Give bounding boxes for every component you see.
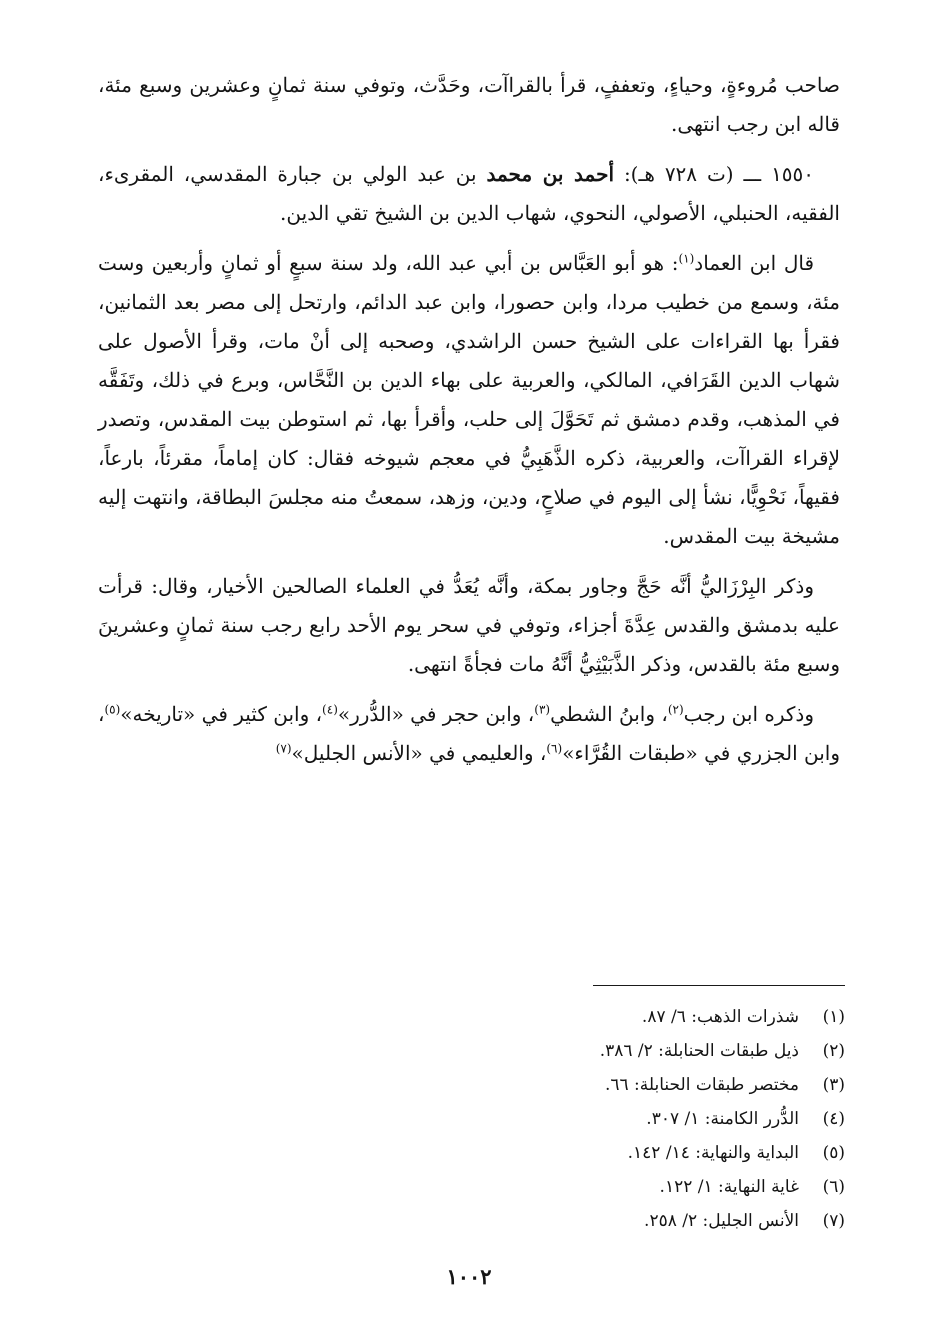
footnote-text: الأنس الجليل: ٢/ ٢٥٨. [644,1211,799,1231]
ibn-imad-lead: قال ابن العماد [694,251,815,275]
footnote-5 [345,1136,845,1170]
footnote-ref-3: (٣) [534,702,551,717]
paragraph-continuation: صاحب مُروءةٍ، وحياءٍ، وتعففٍ، قرأ بالقراآت، وحَدَّث، وتوفي سنة ثمانٍ وعشرين وسبع مئة، قاله ابن رجب انتهى. [98,73,840,136]
footnote-6 [345,1170,845,1204]
ibn-imad-text: : هو أبو العَبَّاس بن أبي عبد الله، ولد سنة سبعٍ أو ثمانٍ وأربعين وست مئة، وسمع من خطيب مردا، وابن حصورا، وابن عبد الدائم، وارتحل إلى مصر بعد الثمانين، فقرأ بها القراءات على الشيخ حسن الراشدي، وصحبه إلى أنْ مات، وقرأ الأصول على شهاب الدين القَرَافي، المالكي، والعربية على بهاء الدين بن النَّحَّاس، وبرع في ذلك، وتَفَقَّه في المذهب، وقدم دمشق ثم تَحَوَّلَ إلى حلب، وأقرأ بها، ثم استوطن بيت المقدس، وتصدر لإقراء القراآت، والعربية، ذكره الذَّهَبِيُّ في معجم شيوخه فقال: كان إماماً، مقرئاً، بارعاً، فقيهاً، نَحْوِيًّا، نشأ إلى اليوم في صلاحٍ، ودين، وزهد، سمعتُ منه مجلسَ البطاقة، وانتهت إليه مشيخة بيت المقدس. [98,251,840,548]
footnote-text: الدُّرر الكامنة: ١/ ٣٠٧. [646,1109,799,1129]
ref-ibn-kathir: ، وابن كثير في «تاريخه» [120,702,323,726]
footnote-number: (١) [822,1007,845,1027]
footnote-4 [345,1102,845,1136]
footnote-ref-6: (٦) [546,741,563,756]
page-number: ١٠٠٢ [446,1264,492,1289]
footnote-7 [345,1204,845,1238]
footnote-ref-4: (٤) [322,702,338,717]
footnote-number: (٦) [822,1177,845,1197]
ibn-imad-paragraph [98,244,840,556]
ref-ibn-rajab: وذكره ابن رجب [683,702,814,726]
footnote-ref-1: (١) [678,251,695,266]
footnote-number: (٥) [822,1143,845,1163]
ref-ibn-jazari: ، وابن الجزري في «طبقات القُرَّاء» [98,702,840,765]
footnote-text: البداية والنهاية: ١٤/ ١٤٢. [627,1143,799,1163]
footnote-ref-7: (٧) [275,741,292,756]
entry-paragraph [98,155,840,233]
footnote-number: (٤) [822,1109,845,1129]
footnote-text: ذيل طبقات الحنابلة: ٢/ ٣٨٦. [599,1041,799,1061]
ref-ibn-shatti: ، وابنُ الشطي [550,702,668,726]
footnote-divider [593,985,845,986]
footnote-3 [345,1068,845,1102]
entry-separator: ـــ [743,162,762,186]
entry-name: أحمد بن محمد [486,162,614,186]
footnote-1 [345,1000,845,1034]
entry-number: ١٥٥٠ [771,162,815,186]
footnote-ref-2: (٢) [667,702,684,717]
ref-ulaymi: ، والعليمي في «الأنس الجليل» [291,741,547,765]
footnote-number: (٢) [822,1041,845,1061]
footnote-text: مختصر طبقات الحنابلة: ٦٦. [604,1075,799,1095]
ref-ibn-hajar: ، وابن حجر في «الدُّرر» [337,702,535,726]
footnote-2 [345,1034,845,1068]
main-text [98,66,840,784]
references-paragraph [98,695,840,773]
footnote-number: (٧) [822,1211,845,1231]
footnotes-list [345,1000,845,1238]
footnote-number: (٣) [822,1075,845,1095]
footnote-text: غاية النهاية: ١/ ١٢٢. [659,1177,799,1197]
footnote-ref-5: (٥) [104,702,121,717]
birzali-paragraph: وذكر البِرْزَاليُّ أنَّه حَجَّ وجاور بمكة، وأنَّه يُعَدُّ في العلماء الصالحين الأخيار، وقال: قرأت عليه بدمشق والقدس عِدَّةَ أجزاء، وتوفي في سحر يوم الأحد رابع رجب سنة ثمانٍ وعشرينَ وسبع مئة بالقدس، وذكر الذَّبَيْثِيُّ أنَّهُ مات فجأةً انتهى. [98,574,840,676]
entry-death-date: (ت ٧٢٨ هـ): [623,162,734,186]
entry-rest: بن عبد الولي بن جبارة المقدسي، المقرىء، الفقيه، الحنبلي، الأصولي، النحوي، شهاب الدين بن الشيخ تقي الدين. [98,162,840,225]
footnote-text: شذرات الذهب: ٦/ ٨٧. [641,1007,799,1027]
